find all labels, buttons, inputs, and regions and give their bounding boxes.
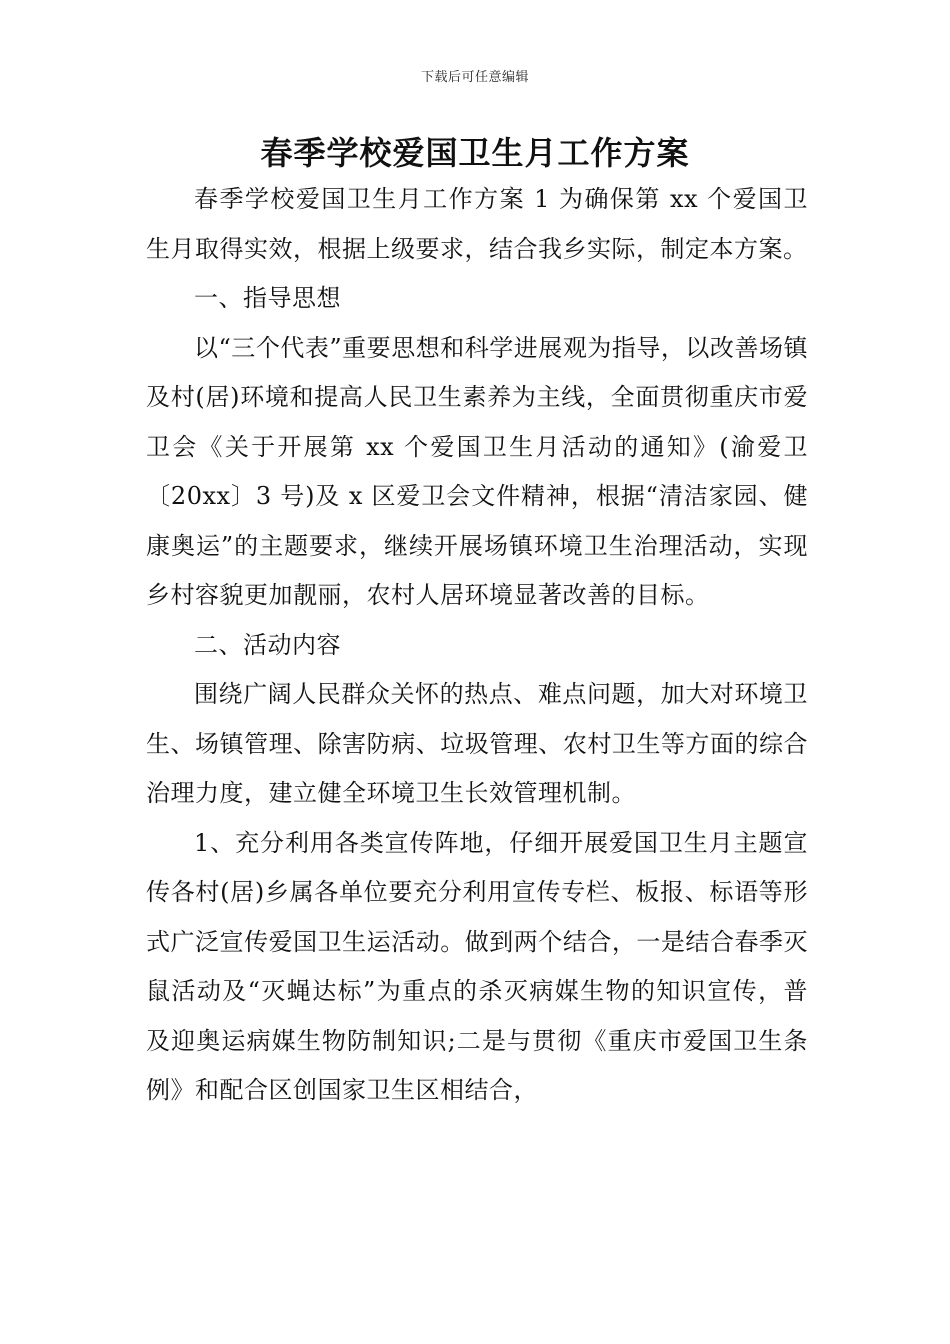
header-note: 下载后可任意编辑 bbox=[420, 70, 529, 85]
paragraph-activity-content: 围绕广阔人民群众关怀的热点、难点问题，加大对环境卫生、场镇管理、除害防病、垃圾管理、农村卫生等方面的综合治理力度，建立健全环境卫生长效管理机制。 bbox=[146, 680, 808, 807]
section-heading-activity-content: 二、活动内容 bbox=[194, 630, 341, 659]
paragraph-item-1: 1、充分利用各类宣传阵地，仔细开展爱国卫生月主题宣传各村(居)乡属各单位要充分利用宣传专栏、板报、标语等形式广泛宣传爱国卫生运活动。做到两个结合，一是结合春季灭鼠活动及“灭蝇达标”为重点的杀灭病媒生物的知识宣传，普及迎奥运病媒生物防制知识;二是与贯彻《重庆市爱国卫生条例》和配合区创国家卫生区相结合， bbox=[146, 828, 808, 1104]
section-heading-guiding-thought: 一、指导思想 bbox=[194, 284, 341, 312]
paragraph-guiding-thought: 以“三个代表”重要思想和科学进展观为指导，以改善场镇及村(居)环境和提高人民卫生素养为主线，全面贯彻重庆市爱卫会《关于开展第 xx 个爱国卫生月活动的通知》(渝爱卫〔20xx〕3 号)及 x 区爱卫会文件精神，根据“清洁家园、健康奥运”的主题要求，继续开展场镇环境卫生治理活动，实现乡村容貌更加靓丽，农村人居环境显著改善的目标。 bbox=[146, 333, 808, 609]
paragraph-intro: 春季学校爱国卫生月工作方案 1 为确保第 xx 个爱国卫生月取得实效，根据上级要求，结合我乡实际，制定本方案。 bbox=[146, 185, 808, 263]
document-title: 春季学校爱国卫生月工作方案 bbox=[260, 134, 690, 172]
document-body bbox=[146, 175, 808, 1116]
